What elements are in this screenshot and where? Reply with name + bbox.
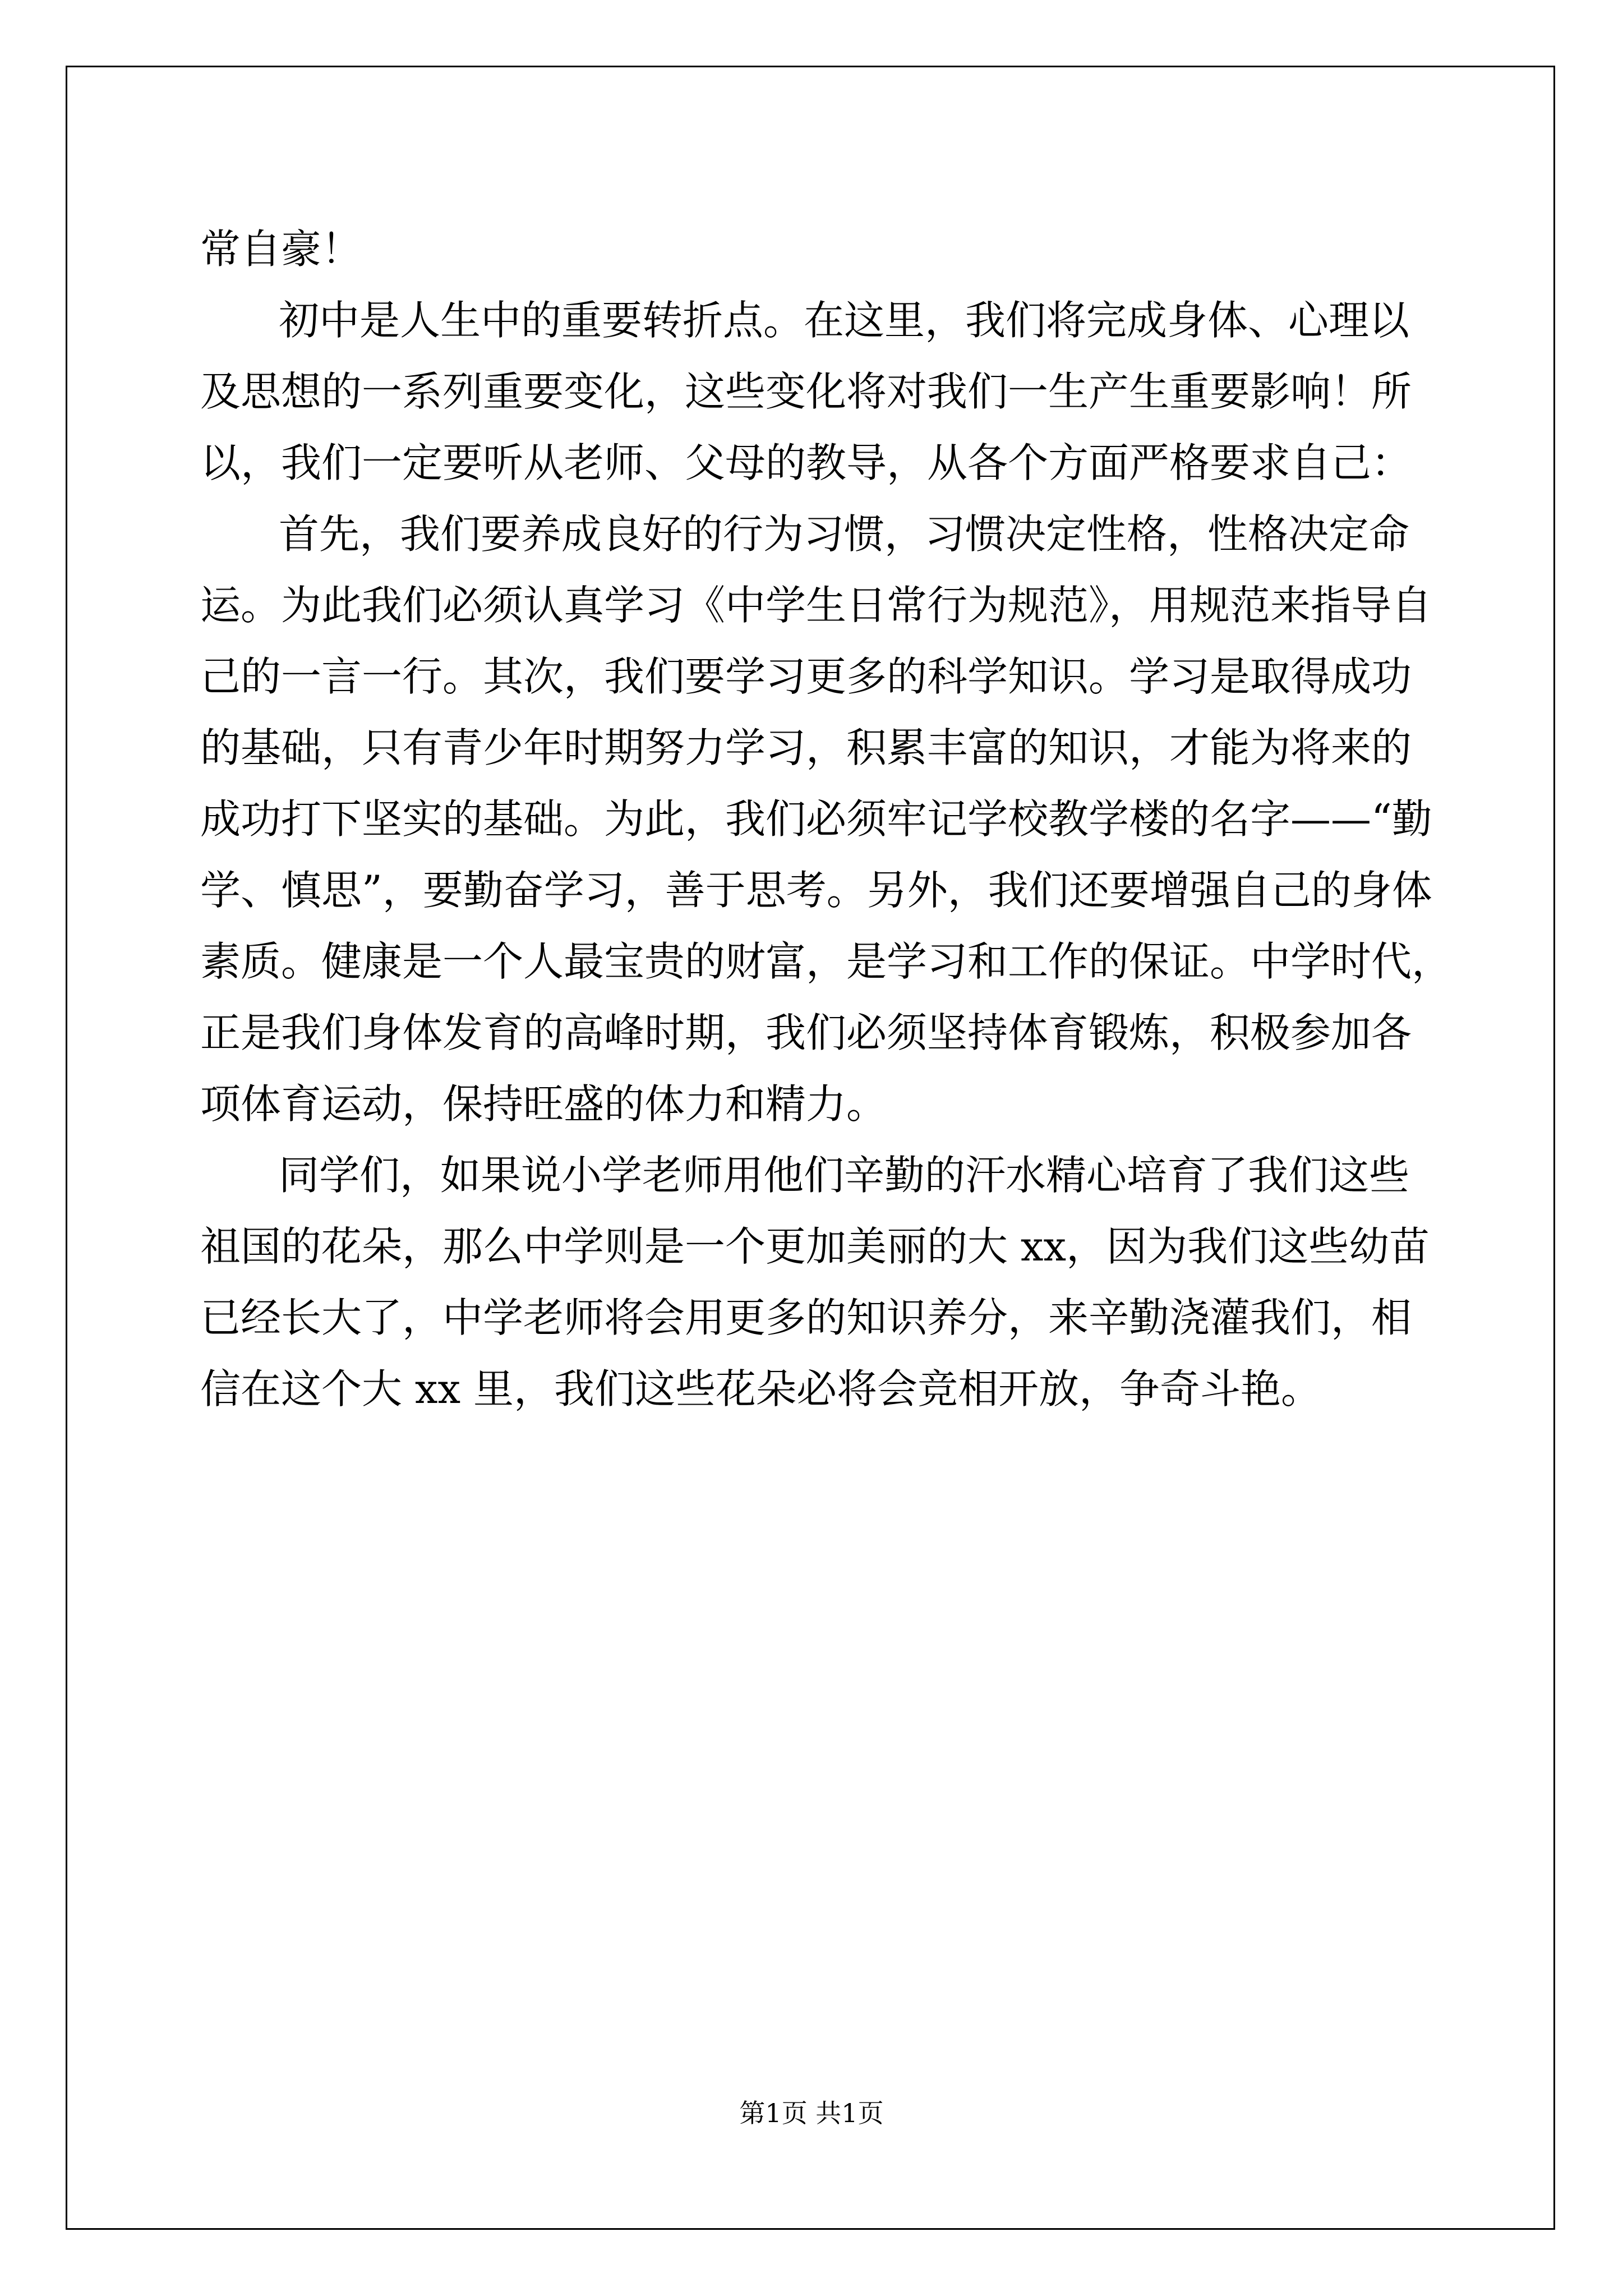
text-line: 以，我们一定要听从老师、父母的教导，从各个方面严格要求自己： <box>200 439 1412 486</box>
text-line: 常自豪！ <box>200 226 362 273</box>
text-line: 成功打下坚实的基础。为此，我们必须牢记学校教学楼的名字——“勤 <box>200 795 1432 843</box>
text-line: 的基础，只有青少年时期努力学习，积累丰富的知识，才能为将来的 <box>200 724 1412 771</box>
text-line: 运。为此我们必须认真学习《中学生日常行为规范》，用规范来指导自 <box>200 582 1432 629</box>
text-line: 信在这个大 xx 里，我们这些花朵必将会竞相开放，争奇斗艳。 <box>200 1365 1321 1412</box>
text-line: 及思想的一系列重要变化，这些变化将对我们一生产生重要影响！所 <box>200 368 1412 415</box>
text-line: 初中是人生中的重要转折点。在这里，我们将完成身体、心理以 <box>279 297 1410 344</box>
page-number-footer: 第1页 共1页 <box>739 2098 884 2128</box>
text-line: 正是我们身体发育的高峰时期，我们必须坚持体育锻炼，积极参加各 <box>200 1009 1412 1056</box>
text-line: 素质。健康是一个人最宝贵的财富，是学习和工作的保证。中学时代， <box>200 938 1453 985</box>
text-line: 同学们，如果说小学老师用他们辛勤的汗水精心培育了我们这些 <box>279 1152 1410 1199</box>
text-line: 学、慎思”，要勤奋学习，善于思考。另外，我们还要增强自己的身体 <box>200 867 1432 914</box>
text-line: 已经长大了，中学老师将会用更多的知识养分，来辛勤浇灌我们，相 <box>200 1294 1412 1341</box>
text-line: 项体育运动，保持旺盛的体力和精力。 <box>200 1080 887 1128</box>
text-line: 己的一言一行。其次，我们要学习更多的科学知识。学习是取得成功 <box>200 653 1412 700</box>
text-line: 首先，我们要养成良好的行为习惯，习惯决定性格，性格决定命 <box>279 510 1410 558</box>
text-line: 祖国的花朵，那么中学则是一个更加美丽的大 xx，因为我们这些幼苗 <box>200 1223 1430 1270</box>
